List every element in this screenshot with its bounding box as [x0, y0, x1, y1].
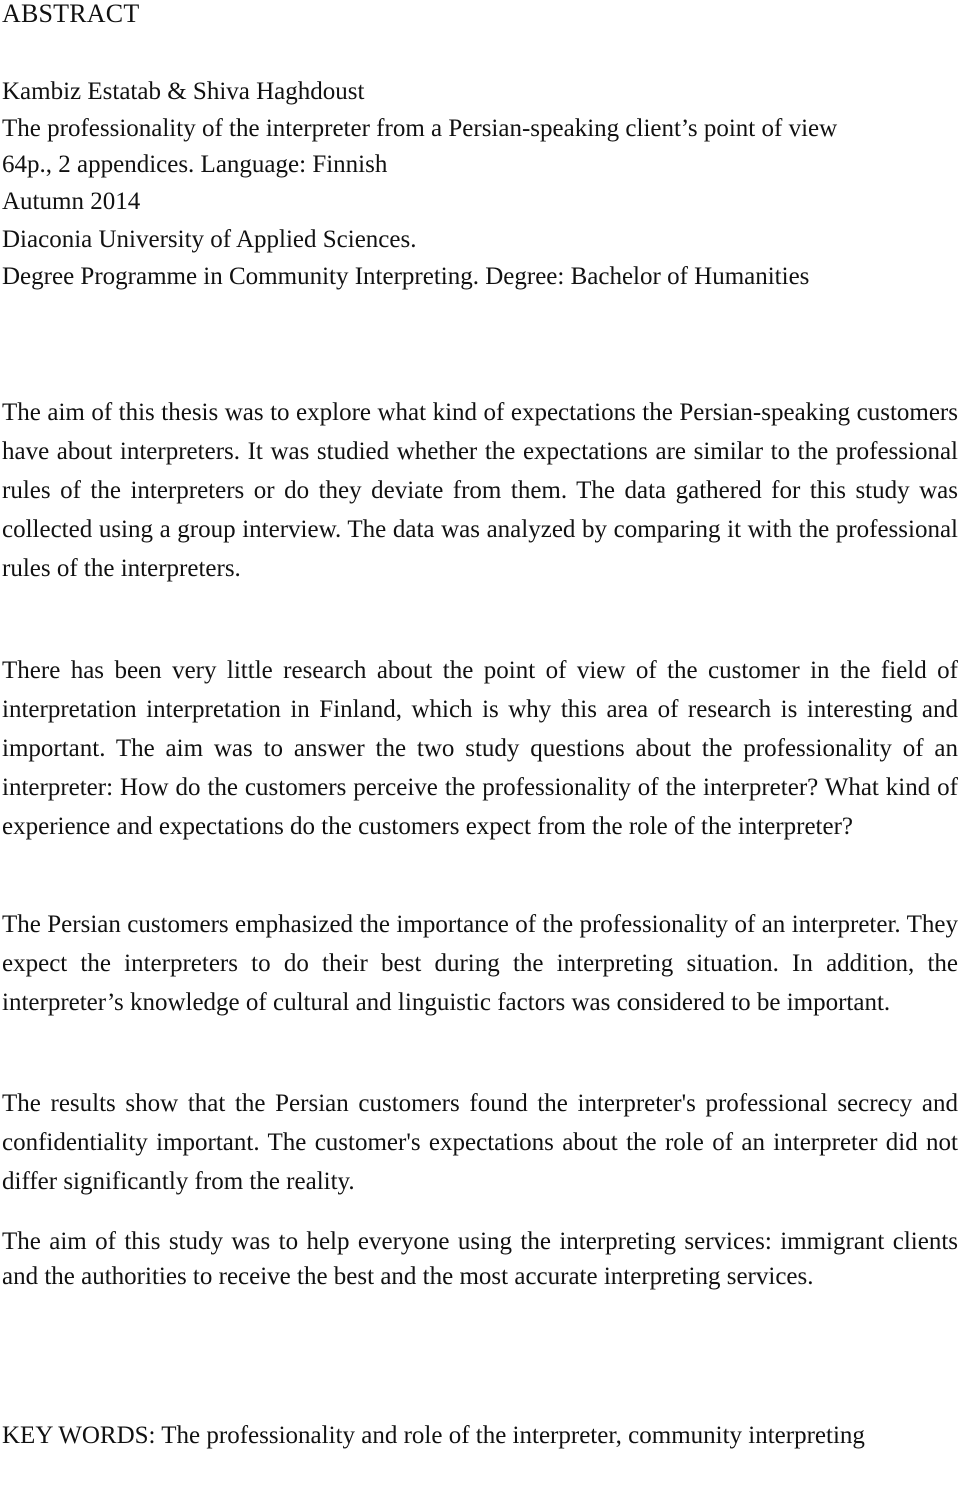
abstract-paragraph-3: The Persian customers emphasized the importance of the professionality of an interpreter. They expect the interpreters to do their best during the interpreting situation. In addition, the interpreter’s knowledge of cultural and linguistic factors was considered to be important. — [2, 911, 958, 1016]
authors-line: Kambiz Estatab & Shiva Haghdoust — [2, 78, 365, 105]
abstract-paragraph-2: There has been very little research about the point of view of the customer in the field of interpretation interpretation in Finland, which is why this area of research is interesting and important. The aim was to answer the two study questions about the professionality of an interpreter: How do the customers perceive the professionality of the interpreter? What kind of experience and expectations do the customers expect from the role of the interpreter? — [2, 657, 958, 840]
page-count-language: 64p., 2 appendices. Language: Finnish — [2, 150, 388, 178]
term-line: Autumn 2014 — [2, 188, 141, 215]
thesis-title: The professionality of the interpreter from a Persian-speaking client’s point of view — [2, 114, 838, 142]
programme-line: Degree Programme in Community Interpreting. Degree: Bachelor of Humanities — [2, 263, 810, 290]
thesis-metadata — [2, 73, 958, 296]
abstract-paragraph-4: The results show that the Persian customers found the interpreter's professional secrecy and confidentiality important. The customer's expectations about the role of an interpreter did not differ significantly from the reality. — [2, 1090, 958, 1195]
page-title: ABSTRACT — [2, 0, 140, 28]
university-line: Diaconia University of Applied Sciences. — [2, 225, 417, 253]
abstract-paragraph-5: The aim of this study was to help everyone using the interpreting services: immigrant clients and the authorities to receive the best and the most accurate interpreting services. — [2, 1228, 958, 1290]
abstract-paragraph-1: The aim of this thesis was to explore what kind of expectations the Persian-speaking customers have about interpreters. It was studied whether the expectations are similar to the professional rules of the interpreters or do they deviate from them. The data gathered for this study was collected using a group interview. The data was analyzed by comparing it with the professional rules of the interpreters. — [2, 399, 958, 582]
keywords-line: KEY WORDS: The professionality and role of the interpreter, community interpreting — [2, 1422, 865, 1449]
